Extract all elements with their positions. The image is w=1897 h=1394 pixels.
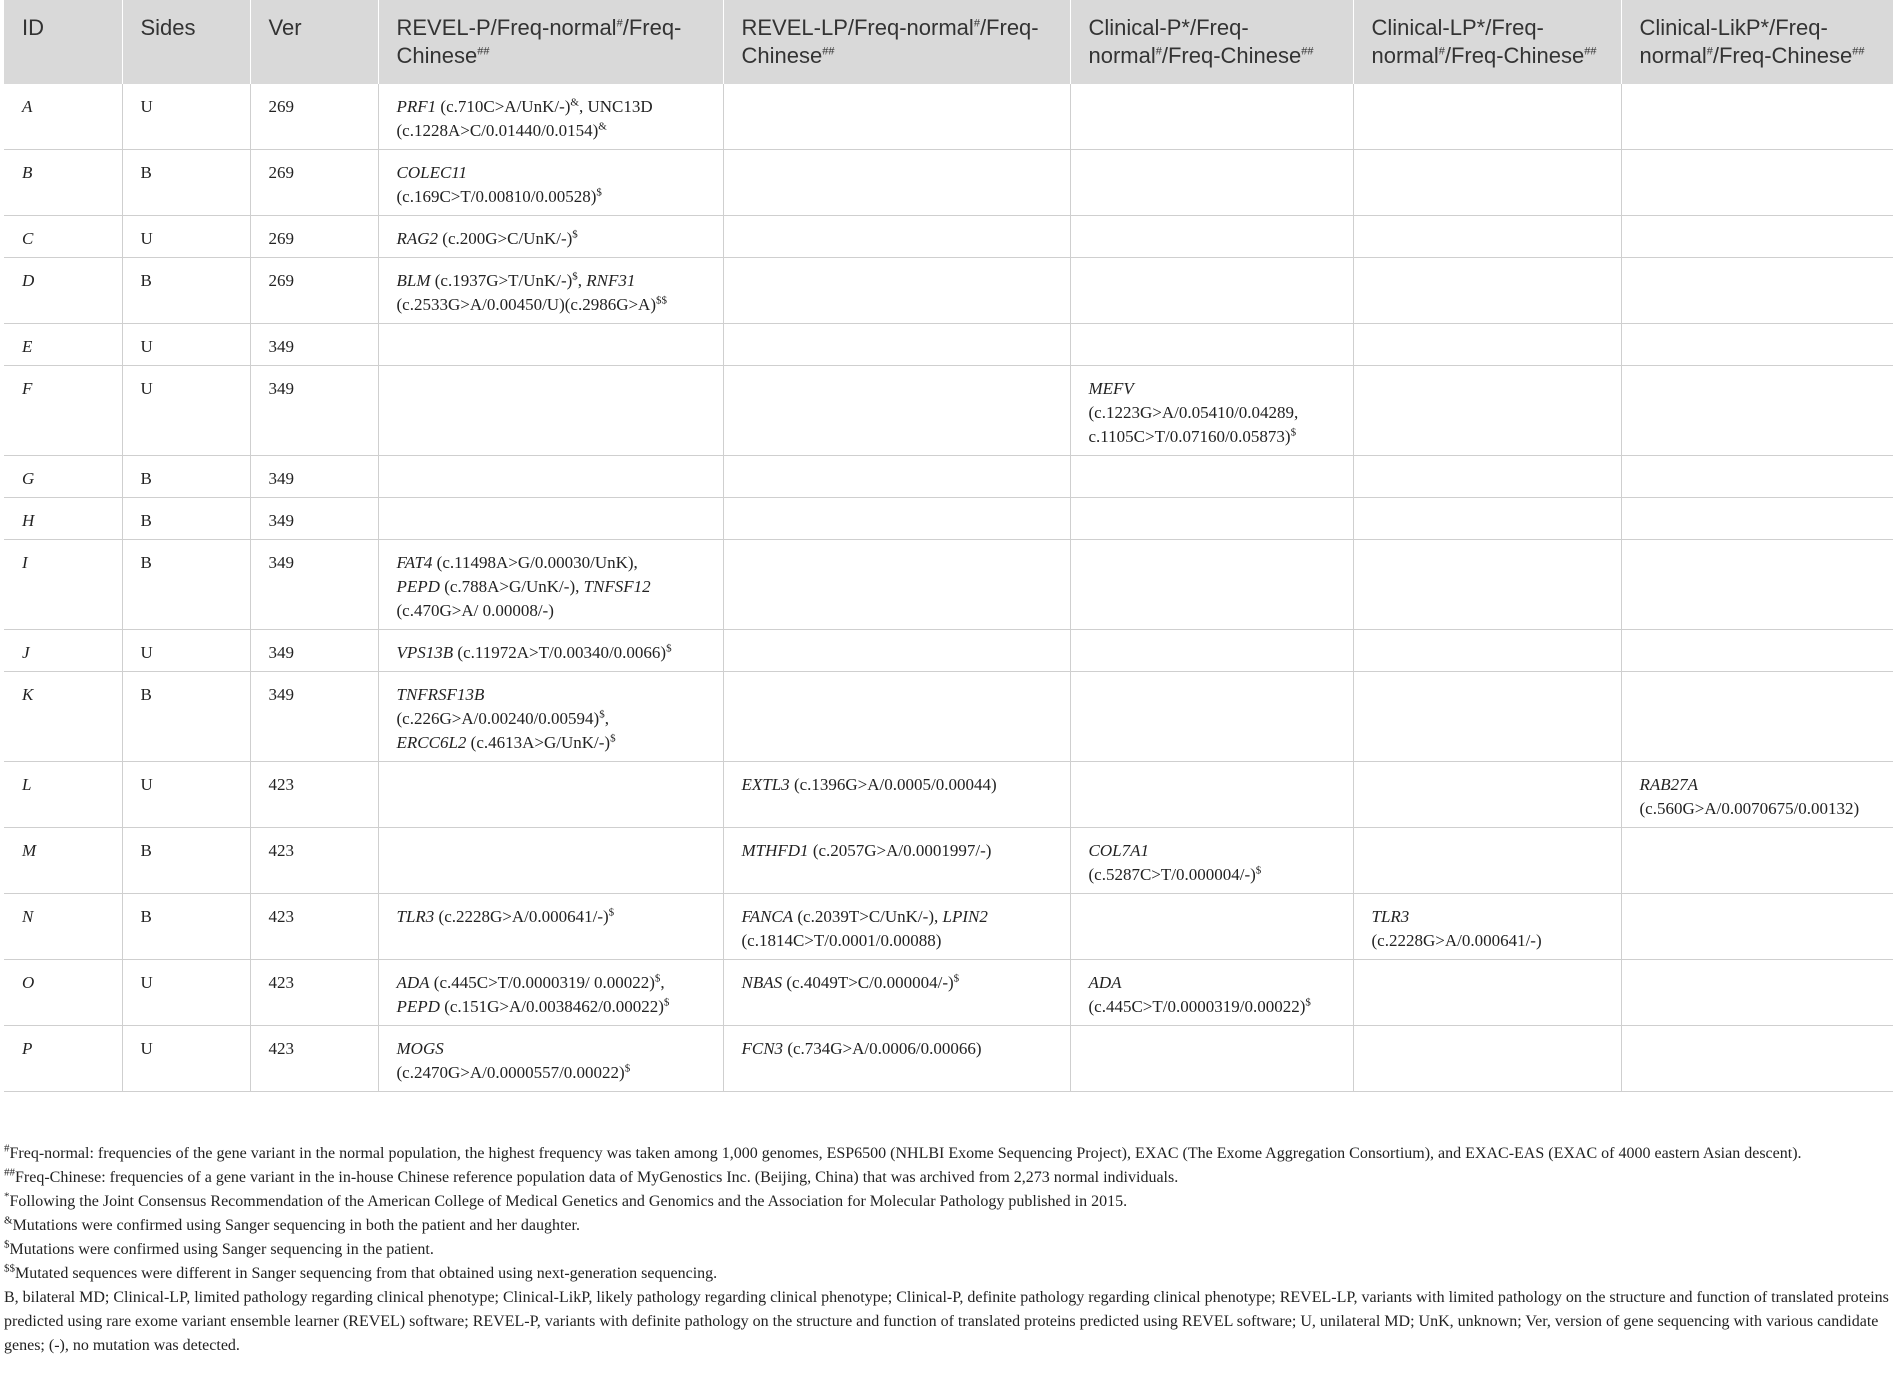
header-sup: ## xyxy=(1584,45,1597,58)
cell-revel-p xyxy=(378,216,723,258)
table-row xyxy=(4,84,1893,150)
variant-table-container xyxy=(4,0,1893,1092)
variant-text: c.1105C>T/0.07160/0.05873) xyxy=(1088,427,1291,446)
cell-clin-lp xyxy=(1353,498,1621,540)
cell-sides: B xyxy=(122,540,250,630)
header-sup: # xyxy=(1706,45,1713,58)
cell-revel-lp xyxy=(723,456,1070,498)
cell-ver: 349 xyxy=(250,366,378,456)
gene-name: TLR3 xyxy=(396,907,435,926)
gene-name: RNF31 xyxy=(586,271,636,290)
cell-clin-lp xyxy=(1353,762,1621,828)
table-row xyxy=(4,672,1893,762)
header-sup: ## xyxy=(477,45,490,58)
header-sup: ## xyxy=(1301,45,1314,58)
cell-revel-p xyxy=(378,324,723,366)
cell-clin-p xyxy=(1070,150,1353,216)
footnote-marker: $ xyxy=(1290,426,1297,439)
table-header-row xyxy=(4,0,1893,84)
cell-clin-lp xyxy=(1353,1026,1621,1092)
variant-text: (c.445C>T/0.0000319/ 0.00022) xyxy=(429,973,655,992)
variant-text: (c.2228G>A/0.000641/-) xyxy=(434,907,609,926)
cell-clin-lp xyxy=(1353,84,1621,150)
variant-text: (c.2470G>A/0.0000557/0.00022) xyxy=(396,1063,625,1082)
cell-id: E xyxy=(4,324,122,366)
footnote xyxy=(4,1262,1893,1286)
cell-revel-p xyxy=(378,540,723,630)
table-row xyxy=(4,150,1893,216)
cell-id: B xyxy=(4,150,122,216)
table-row xyxy=(4,630,1893,672)
variant-text: (c.1814C>T/0.0001/0.00088) xyxy=(741,931,942,950)
cell-id: N xyxy=(4,894,122,960)
variant-text: (c.734G>A/0.0006/0.00066) xyxy=(783,1039,982,1058)
cell-ver: 349 xyxy=(250,324,378,366)
footnote-marker: $ xyxy=(596,186,602,199)
gene-name: MOGS xyxy=(396,1039,444,1058)
cell-sides: B xyxy=(122,894,250,960)
footnote-text: Mutations were confirmed using Sanger sequencing in both the patient and her daughter. xyxy=(12,1217,580,1234)
footnote-marker: $ xyxy=(572,228,578,241)
cell-clin-lp xyxy=(1353,456,1621,498)
gene-name: ERCC6L2 xyxy=(396,733,467,752)
cell-revel-p xyxy=(378,366,723,456)
cell-revel-p xyxy=(378,960,723,1026)
cell-revel-p xyxy=(378,630,723,672)
footnote xyxy=(4,1214,1893,1238)
cell-ver: 269 xyxy=(250,84,378,150)
cell-clin-p xyxy=(1070,894,1353,960)
variant-text: (c.11972A>T/0.00340/0.0066) xyxy=(453,643,667,662)
variant-text: (c.4049T>C/0.000004/-) xyxy=(782,973,954,992)
variant-table xyxy=(4,0,1893,1092)
cell-id: D xyxy=(4,258,122,324)
gene-name: RAG2 xyxy=(396,229,439,248)
cell-ver: 423 xyxy=(250,894,378,960)
cell-ver: 423 xyxy=(250,828,378,894)
cell-ver: 269 xyxy=(250,150,378,216)
cell-clin-lp xyxy=(1353,960,1621,1026)
table-row xyxy=(4,894,1893,960)
column-header-0: ID xyxy=(4,0,122,84)
table-row xyxy=(4,498,1893,540)
cell-clin-likp xyxy=(1621,366,1893,456)
header-sup: ## xyxy=(822,45,835,58)
cell-id: K xyxy=(4,672,122,762)
gene-name: NBAS xyxy=(741,973,783,992)
cell-id: A xyxy=(4,84,122,150)
footnote-marker: & xyxy=(570,96,579,109)
variant-text: (c.1937G>T/UnK/-) xyxy=(430,271,573,290)
cell-revel-p xyxy=(378,84,723,150)
cell-revel-lp xyxy=(723,672,1070,762)
gene-name: COLEC11 xyxy=(396,163,468,182)
cell-ver: 349 xyxy=(250,630,378,672)
footnote-marker: & xyxy=(598,120,607,133)
cell-clin-likp xyxy=(1621,630,1893,672)
column-header-5: Clinical-P*/Freq-normal#/Freq-Chinese## xyxy=(1070,0,1353,84)
cell-sides: U xyxy=(122,960,250,1026)
cell-id: L xyxy=(4,762,122,828)
variant-text: (c.200G>C/UnK/-) xyxy=(438,229,573,248)
cell-revel-lp xyxy=(723,150,1070,216)
cell-revel-p xyxy=(378,498,723,540)
footnote xyxy=(4,1286,1893,1358)
footnote xyxy=(4,1142,1893,1166)
variant-text: (c.151G>A/0.0038462/0.00022) xyxy=(439,997,664,1016)
cell-ver: 349 xyxy=(250,540,378,630)
cell-clin-p xyxy=(1070,456,1353,498)
variant-text: (c.470G>A/ 0.00008/-) xyxy=(396,601,554,620)
gene-name: PEPD xyxy=(396,577,440,596)
footnote xyxy=(4,1238,1893,1262)
header-sup: # xyxy=(1438,45,1445,58)
cell-clin-likp xyxy=(1621,456,1893,498)
table-body xyxy=(4,84,1893,1092)
cell-clin-p xyxy=(1070,672,1353,762)
cell-revel-p xyxy=(378,762,723,828)
cell-revel-lp xyxy=(723,366,1070,456)
cell-clin-likp xyxy=(1621,216,1893,258)
gene-name: FAT4 xyxy=(396,553,433,572)
footnote-text: Freq-Chinese: frequencies of a gene variant in the in-house Chinese reference population data of MyGenostics Inc. (Beijing, China) that was archived from 2,273 normal individuals. xyxy=(15,1169,1179,1186)
cell-sides: U xyxy=(122,216,250,258)
footnote-text: Mutated sequences were different in Sanger sequencing from that obtained using next-generation sequencing. xyxy=(15,1265,718,1282)
footnote xyxy=(4,1166,1893,1190)
footnote-symbol: $$ xyxy=(4,1262,15,1275)
footnote-marker: $ xyxy=(663,996,670,1009)
variant-text: (c.2228G>A/0.000641/-) xyxy=(1371,931,1542,950)
gene-name: ADA xyxy=(1088,973,1122,992)
cell-revel-lp xyxy=(723,828,1070,894)
cell-clin-lp xyxy=(1353,894,1621,960)
cell-clin-likp xyxy=(1621,894,1893,960)
cell-clin-p xyxy=(1070,1026,1353,1092)
cell-clin-likp xyxy=(1621,828,1893,894)
cell-revel-lp xyxy=(723,762,1070,828)
table-row xyxy=(4,324,1893,366)
footnote-symbol: & xyxy=(4,1214,13,1227)
footnote-symbol: # xyxy=(4,1142,10,1155)
footnote-text: B, bilateral MD; Clinical-LP, limited pathology regarding clinical phenotype; Clinical-LikP, likely pathology regarding clinical phenotype; Clinical-P, definite pathology regarding clinical phenotype; REVEL-LP, variants with limited pathology on the structure and function of translated proteins predicted using rare exome variant ensemble learner (REVEL) software; REVEL-P, variants with definite pathology on the structure and function of translated proteins predicted using REVEL software; U, unilateral MD; UnK, unknown; Ver, version of gene sequencing with various candidate genes; (-), no mutation was detected. xyxy=(4,1289,1889,1354)
cell-clin-likp xyxy=(1621,324,1893,366)
cell-id: P xyxy=(4,1026,122,1092)
cell-clin-p xyxy=(1070,84,1353,150)
cell-clin-p xyxy=(1070,630,1353,672)
table-footnotes xyxy=(4,1142,1893,1358)
table-row xyxy=(4,540,1893,630)
footnote-text: Following the Joint Consensus Recommendation of the American College of Medical Genetics and Genomics and the Association for Molecular Pathology published in 2015. xyxy=(9,1193,1128,1210)
cell-clin-lp xyxy=(1353,540,1621,630)
cell-clin-likp xyxy=(1621,84,1893,150)
variant-text: (c.1223G>A/0.05410/0.04289, xyxy=(1088,403,1299,422)
gene-name: RAB27A xyxy=(1639,775,1699,794)
cell-ver: 423 xyxy=(250,762,378,828)
header-sup: # xyxy=(616,17,623,30)
cell-ver: 349 xyxy=(250,456,378,498)
cell-id: I xyxy=(4,540,122,630)
cell-clin-p xyxy=(1070,762,1353,828)
cell-clin-likp xyxy=(1621,498,1893,540)
cell-id: M xyxy=(4,828,122,894)
cell-revel-p xyxy=(378,1026,723,1092)
gene-name: PRF1 xyxy=(396,97,437,116)
cell-revel-lp xyxy=(723,540,1070,630)
footnote-symbol: * xyxy=(4,1190,10,1203)
cell-sides: U xyxy=(122,630,250,672)
column-header-4: REVEL-LP/Freq-normal#/Freq-Chinese## xyxy=(723,0,1070,84)
cell-clin-p xyxy=(1070,540,1353,630)
cell-id: H xyxy=(4,498,122,540)
table-row xyxy=(4,828,1893,894)
column-header-7: Clinical-LikP*/Freq-normal#/Freq-Chinese## xyxy=(1621,0,1893,84)
cell-ver: 423 xyxy=(250,960,378,1026)
table-row xyxy=(4,960,1893,1026)
gene-name: TNFSF12 xyxy=(583,577,651,596)
variant-text: , xyxy=(604,709,609,728)
cell-revel-p xyxy=(378,258,723,324)
table-row xyxy=(4,366,1893,456)
cell-sides: B xyxy=(122,672,250,762)
column-header-2: Ver xyxy=(250,0,378,84)
footnote-text: Mutations were confirmed using Sanger sequencing in the patient. xyxy=(9,1241,434,1258)
variant-text: (c.5287C>T/0.000004/-) xyxy=(1088,865,1256,884)
column-header-3: REVEL-P/Freq-normal#/Freq-Chinese## xyxy=(378,0,723,84)
footnote-marker: $ xyxy=(953,972,960,985)
table-row xyxy=(4,216,1893,258)
cell-clin-lp xyxy=(1353,366,1621,456)
cell-clin-likp xyxy=(1621,672,1893,762)
cell-revel-lp xyxy=(723,84,1070,150)
cell-clin-p xyxy=(1070,216,1353,258)
cell-clin-likp xyxy=(1621,150,1893,216)
cell-ver: 423 xyxy=(250,1026,378,1092)
cell-revel-lp xyxy=(723,1026,1070,1092)
cell-sides: U xyxy=(122,1026,250,1092)
cell-revel-lp xyxy=(723,630,1070,672)
cell-id: O xyxy=(4,960,122,1026)
cell-ver: 349 xyxy=(250,498,378,540)
gene-name: LPIN2 xyxy=(942,907,988,926)
cell-clin-lp xyxy=(1353,150,1621,216)
header-sup: # xyxy=(973,17,980,30)
cell-clin-p xyxy=(1070,960,1353,1026)
gene-name: MTHFD1 xyxy=(741,841,809,860)
cell-clin-likp xyxy=(1621,960,1893,1026)
variant-text: (c.4613A>G/UnK/-) xyxy=(466,733,611,752)
cell-clin-likp xyxy=(1621,540,1893,630)
cell-clin-p xyxy=(1070,828,1353,894)
table-row xyxy=(4,258,1893,324)
cell-clin-likp xyxy=(1621,762,1893,828)
cell-ver: 269 xyxy=(250,258,378,324)
cell-sides: B xyxy=(122,258,250,324)
gene-name: COL7A1 xyxy=(1088,841,1149,860)
cell-clin-lp xyxy=(1353,672,1621,762)
cell-ver: 349 xyxy=(250,672,378,762)
variant-text: (c.560G>A/0.0070675/0.00132) xyxy=(1639,799,1860,818)
gene-name: TNFRSF13B xyxy=(396,685,485,704)
column-header-6: Clinical-LP*/Freq-normal#/Freq-Chinese## xyxy=(1353,0,1621,84)
cell-id: J xyxy=(4,630,122,672)
cell-id: G xyxy=(4,456,122,498)
cell-clin-likp xyxy=(1621,258,1893,324)
cell-clin-p xyxy=(1070,498,1353,540)
cell-ver: 269 xyxy=(250,216,378,258)
gene-name: FCN3 xyxy=(741,1039,784,1058)
cell-sides: U xyxy=(122,366,250,456)
footnote-marker: $ xyxy=(666,642,672,655)
cell-clin-lp xyxy=(1353,828,1621,894)
cell-sides: U xyxy=(122,762,250,828)
variant-text: (c.169C>T/0.00810/0.00528) xyxy=(396,187,597,206)
cell-sides: B xyxy=(122,828,250,894)
cell-clin-p xyxy=(1070,324,1353,366)
cell-revel-p xyxy=(378,828,723,894)
gene-name: EXTL3 xyxy=(741,775,790,794)
variant-text: (c.226G>A/0.00240/0.00594) xyxy=(396,709,600,728)
gene-name: FANCA xyxy=(741,907,794,926)
variant-text: (c.2057G>A/0.0001997/-) xyxy=(808,841,992,860)
cell-revel-lp xyxy=(723,498,1070,540)
variant-text: , UNC13D (c.1228A>C/0.01440/0.0154) xyxy=(396,97,653,140)
table-row xyxy=(4,762,1893,828)
cell-sides: U xyxy=(122,324,250,366)
column-header-1: Sides xyxy=(122,0,250,84)
cell-revel-lp xyxy=(723,960,1070,1026)
variant-text: (c.11498A>G/0.00030/UnK), xyxy=(432,553,638,572)
cell-clin-lp xyxy=(1353,630,1621,672)
cell-clin-p xyxy=(1070,258,1353,324)
cell-sides: U xyxy=(122,84,250,150)
table-row xyxy=(4,456,1893,498)
footnote-marker: $ xyxy=(599,708,605,721)
variant-text: , xyxy=(577,271,587,290)
gene-name: TLR3 xyxy=(1371,907,1410,926)
cell-sides: B xyxy=(122,150,250,216)
gene-name: PEPD xyxy=(396,997,440,1016)
variant-text: (c.710C>A/UnK/-) xyxy=(436,97,571,116)
variant-text: , xyxy=(660,973,665,992)
footnote-marker: $ xyxy=(624,1062,631,1075)
footnote-marker: $$ xyxy=(656,294,667,307)
cell-id: C xyxy=(4,216,122,258)
cell-revel-p xyxy=(378,894,723,960)
header-sup: # xyxy=(1155,45,1162,58)
cell-revel-lp xyxy=(723,894,1070,960)
footnote-marker: $ xyxy=(654,972,661,985)
cell-revel-p xyxy=(378,672,723,762)
cell-revel-p xyxy=(378,456,723,498)
cell-sides: B xyxy=(122,456,250,498)
variant-text: (c.2533G>A/0.00450/U)(c.2986G>A) xyxy=(396,295,656,314)
cell-clin-likp xyxy=(1621,1026,1893,1092)
cell-clin-lp xyxy=(1353,216,1621,258)
cell-id: F xyxy=(4,366,122,456)
table-row xyxy=(4,1026,1893,1092)
footnote-marker: $ xyxy=(1305,996,1311,1009)
cell-clin-p xyxy=(1070,366,1353,456)
variant-text: (c.445C>T/0.0000319/0.00022) xyxy=(1088,997,1306,1016)
cell-sides: B xyxy=(122,498,250,540)
variant-text: (c.2039T>C/UnK/-), xyxy=(793,907,943,926)
gene-name: ADA xyxy=(396,973,430,992)
cell-revel-lp xyxy=(723,324,1070,366)
variant-text: (c.1396G>A/0.0005/0.00044) xyxy=(789,775,997,794)
footnote-marker: $ xyxy=(1255,864,1262,877)
variant-text: (c.788A>G/UnK/-), xyxy=(439,577,584,596)
footnote-symbol: $ xyxy=(4,1238,10,1251)
cell-revel-lp xyxy=(723,216,1070,258)
footnote-marker: $ xyxy=(572,270,578,283)
cell-clin-lp xyxy=(1353,258,1621,324)
footnote xyxy=(4,1190,1893,1214)
gene-name: MEFV xyxy=(1088,379,1134,398)
cell-revel-p xyxy=(378,150,723,216)
header-sup: ## xyxy=(1852,45,1865,58)
cell-clin-lp xyxy=(1353,324,1621,366)
footnote-text: Freq-normal: frequencies of the gene variant in the normal population, the highest frequency was taken among 1,000 genomes, ESP6500 (NHLBI Exome Sequencing Project), EXAC (The Exome Aggregation Consortium), and EXAC-EAS (EXAC of 4000 eastern Asian descent). xyxy=(9,1145,1802,1162)
gene-name: VPS13B xyxy=(396,643,454,662)
footnote-marker: $ xyxy=(608,906,615,919)
footnote-symbol: ## xyxy=(4,1166,15,1179)
footnote-marker: $ xyxy=(610,732,616,745)
cell-revel-lp xyxy=(723,258,1070,324)
gene-name: BLM xyxy=(396,271,431,290)
